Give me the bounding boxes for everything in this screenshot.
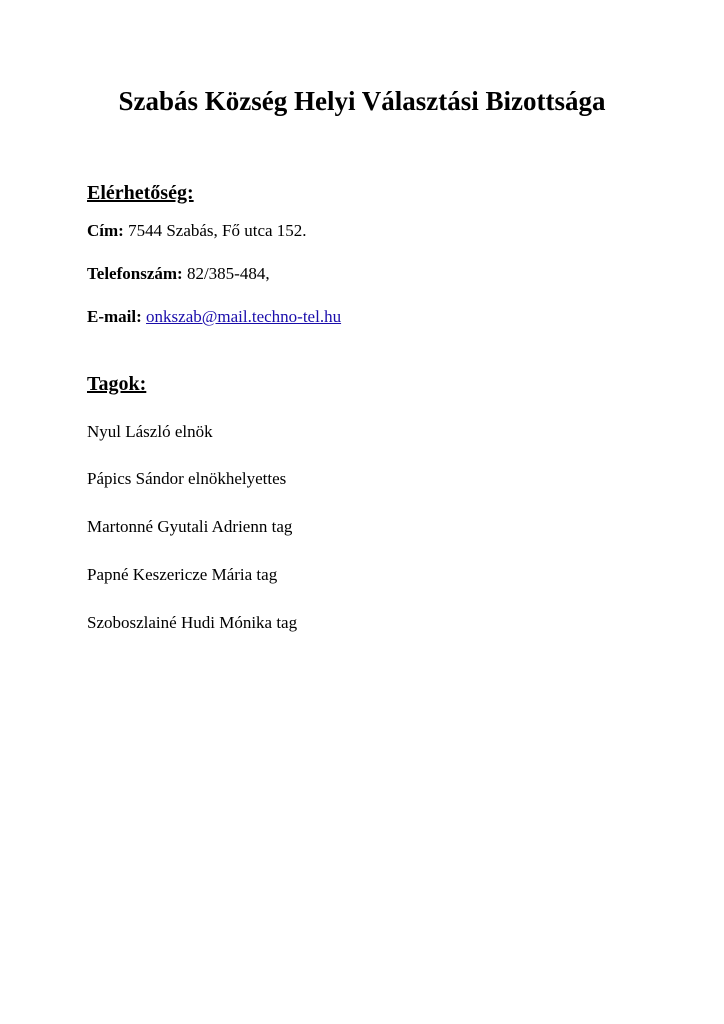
email-line bbox=[87, 306, 341, 328]
contact-heading: Elérhetőség: bbox=[87, 182, 194, 204]
email-label: E-mail: bbox=[87, 307, 142, 326]
member-item: Papné Keszericze Mária tag bbox=[87, 565, 278, 584]
document-title: Szabás Község Helyi Választási Bizottsága bbox=[118, 86, 606, 116]
member-item: Martonné Gyutali Adrienn tag bbox=[87, 517, 293, 536]
address-label: Cím: bbox=[87, 221, 124, 240]
address-line bbox=[87, 220, 307, 242]
email-link[interactable]: onkszab@mail.techno-tel.hu bbox=[146, 307, 342, 326]
member-item: Szoboszlainé Hudi Mónika tag bbox=[87, 613, 298, 632]
members-heading: Tagok: bbox=[87, 373, 147, 395]
phone-label: Telefonszám: bbox=[87, 264, 183, 283]
phone-value: 82/385-484, bbox=[186, 264, 270, 283]
address-value: 7544 Szabás, Fő utca 152. bbox=[128, 221, 307, 240]
member-item: Nyul László elnök bbox=[87, 422, 213, 441]
member-item: Pápics Sándor elnökhelyettes bbox=[87, 469, 287, 488]
phone-line bbox=[87, 263, 270, 285]
